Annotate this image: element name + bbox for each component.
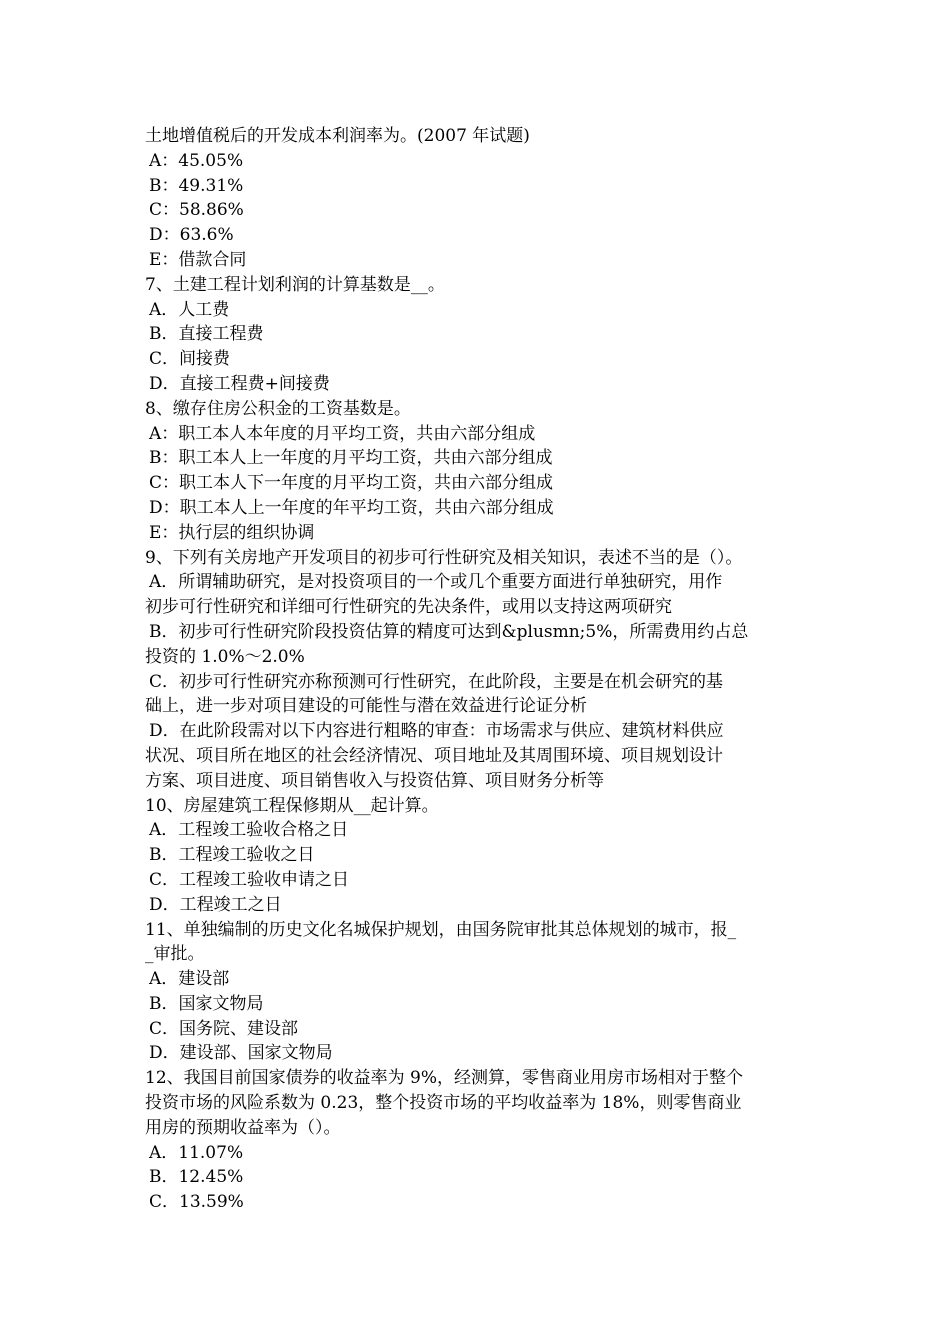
option-line: A．工程竣工验收合格之日 (149, 820, 349, 841)
option-line: C．13.59% (149, 1192, 244, 1213)
text-line: 8、缴存住房公积金的工资基数是。 (145, 398, 411, 419)
option-line: A．人工费 (149, 299, 230, 320)
option-line: A：45.05% (149, 150, 244, 171)
text-line: 9、下列有关房地产开发项目的初步可行性研究及相关知识，表述不当的是（）。 (145, 547, 743, 568)
option-line: D．在此阶段需对以下内容进行粗略的审查：市场需求与供应、建筑材料供应 (149, 721, 724, 742)
option-line: B．国家文物局 (149, 993, 264, 1014)
option-line: D．工程竣工之日 (149, 894, 282, 915)
option-line: A．建设部 (149, 969, 230, 990)
option-line: D．建设部、国家文物局 (149, 1043, 333, 1064)
option-line: B：职工本人上一年度的月平均工资，共由六部分组成 (149, 448, 553, 469)
option-line: D：职工本人上一年度的年平均工资，共由六部分组成 (149, 497, 554, 518)
text-line: 12、我国目前国家债券的收益率为 9%，经测算，零售商业用房市场相对于整个 (145, 1068, 744, 1089)
option-line: C．间接费 (149, 349, 231, 370)
text-line: 初步可行性研究和详细可行性研究的先决条件，或用以支持这两项研究 (145, 597, 672, 618)
text-line: 投资的 1.0%～2.0% (145, 646, 305, 667)
option-line: E：执行层的组织协调 (149, 522, 315, 543)
option-line: A．所谓辅助研究，是对投资项目的一个或几个重要方面进行单独研究，用作 (149, 572, 723, 593)
option-line: B．工程竣工验收之日 (149, 845, 315, 866)
text-line: 状况、项目所在地区的社会经济情况、项目地址及其周围环境、项目规划设计 (145, 745, 723, 766)
option-line: C：58.86% (149, 200, 244, 221)
text-line: 础上，进一步对项目建设的可能性与潜在效益进行论证分析 (145, 696, 587, 717)
option-line: C．国务院、建设部 (149, 1018, 299, 1039)
option-line: A．11.07% (149, 1142, 244, 1163)
option-line: E：借款合同 (149, 249, 247, 270)
option-line: C．初步可行性研究亦称预测可行性研究，在此阶段，主要是在机会研究的基 (149, 671, 724, 692)
text-line: 11、单独编制的历史文化名城保护规划，由国务院审批其总体规划的城市，报_ (145, 919, 737, 940)
option-line: B：49.31% (149, 175, 244, 196)
option-line: B．初步可行性研究阶段投资估算的精度可达到&plusmn;5%，所需费用约占总 (149, 621, 749, 642)
text-line: _审批。 (145, 944, 205, 965)
option-line: D．直接工程费+间接费 (149, 373, 330, 394)
text-line: 10、房屋建筑工程保修期从__起计算。 (145, 795, 439, 816)
option-line: D：63.6% (149, 225, 234, 246)
document-page (145, 124, 825, 1215)
text-line: 方案、项目进度、项目销售收入与投资估算、项目财务分析等 (145, 770, 604, 791)
option-line: C：职工本人下一年度的月平均工资，共由六部分组成 (149, 473, 554, 494)
text-line: 用房的预期收益率为（）。 (145, 1117, 341, 1138)
option-line: B．直接工程费 (149, 324, 264, 345)
text-line: 7、土建工程计划利润的计算基数是__。 (145, 274, 445, 295)
option-line: A：职工本人本年度的月平均工资，共由六部分组成 (149, 423, 536, 444)
text-line: 土地增值税后的开发成本利润率为。(2007 年试题) (145, 126, 530, 146)
option-line: C．工程竣工验收申请之日 (149, 869, 350, 890)
option-line: B．12.45% (149, 1167, 244, 1188)
text-line: 投资市场的风险系数为 0.23，整个投资市场的平均收益率为 18%，则零售商业 (145, 1093, 742, 1114)
